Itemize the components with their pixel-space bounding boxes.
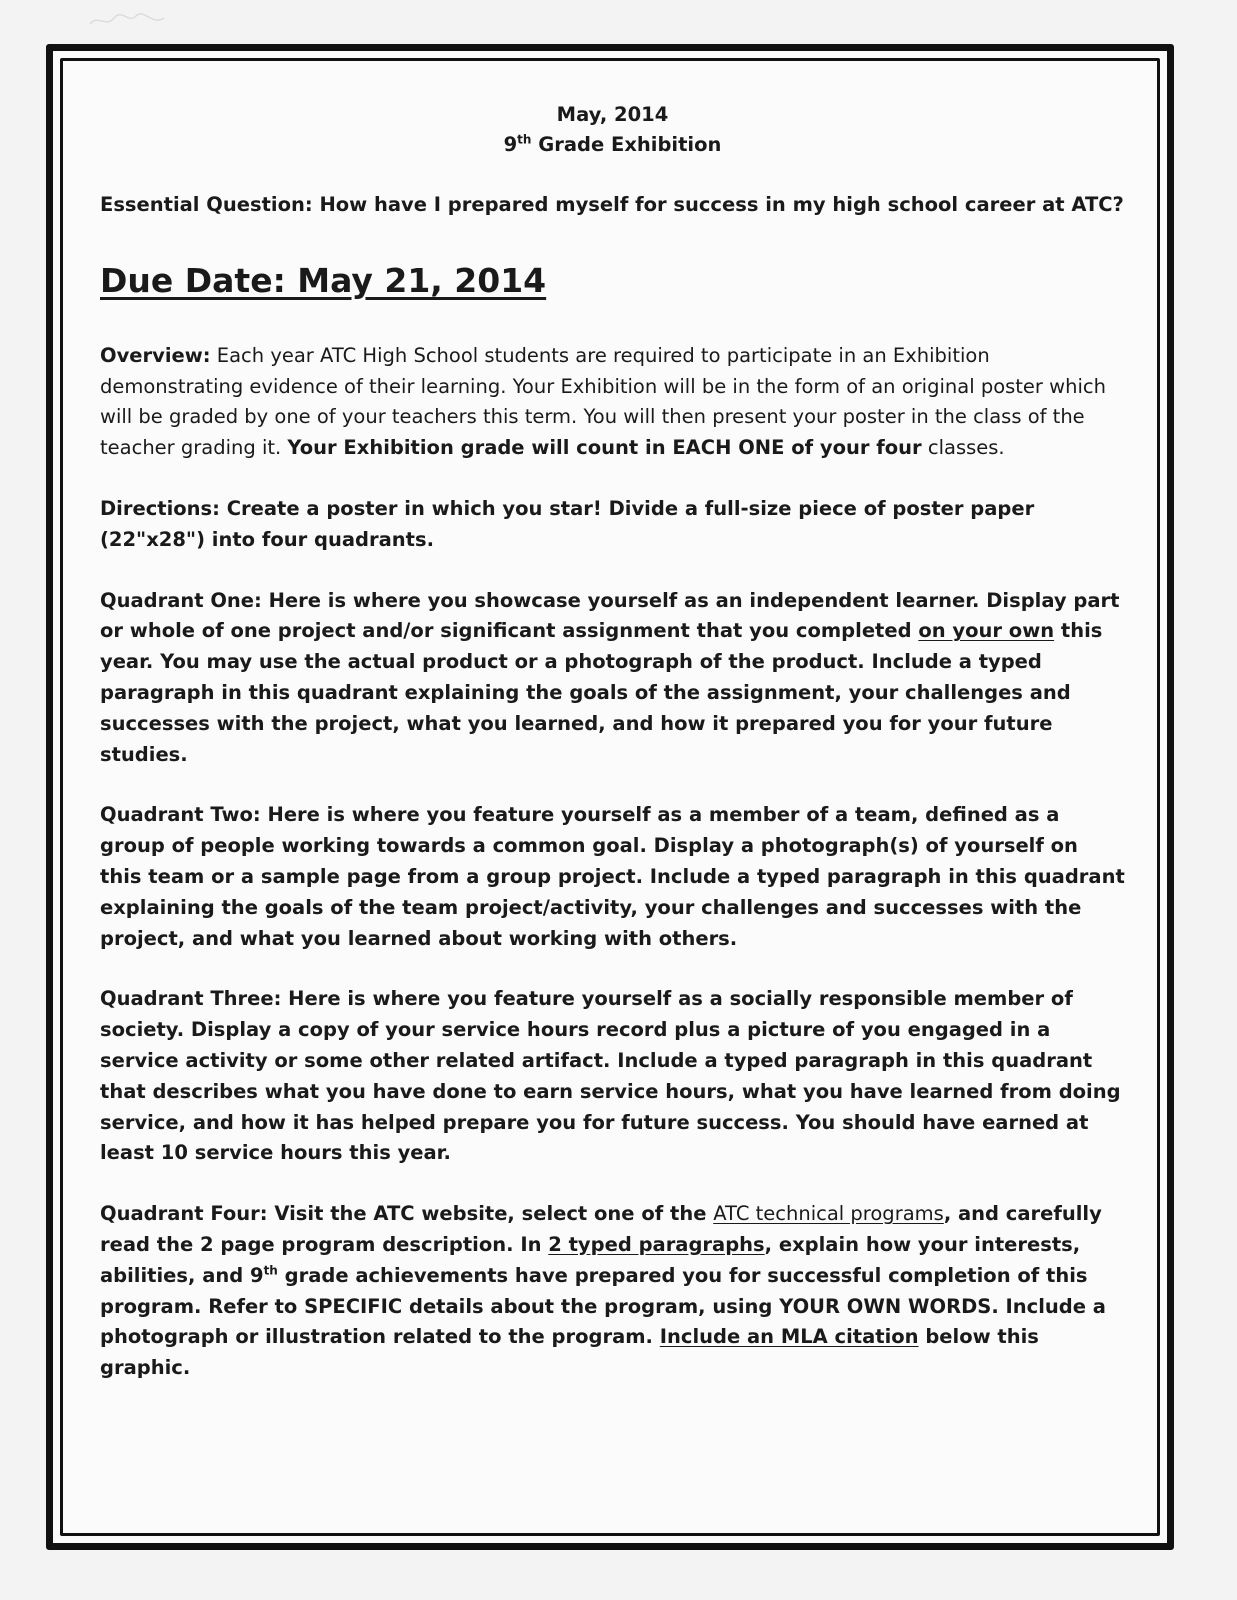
quadrant-four-superscript: th <box>263 1263 278 1278</box>
quadrant-four-text-5: below this graphic. <box>100 1325 1039 1380</box>
quadrant-one-text-2: this year. You may use the actual product or a photograph of the product. Include a typed paragraph in this quadrant explaining the goals of the assignment, your challenges and successes with the project, what you learned, and how it prepared you for your future studies. <box>100 619 1103 766</box>
document-header <box>100 100 1125 160</box>
quadrant-one-paragraph <box>100 586 1125 771</box>
scan-smudge-mark <box>88 10 166 30</box>
atc-technical-programs-link[interactable]: ATC technical programs <box>713 1202 944 1226</box>
header-date: May, 2014 <box>556 103 669 126</box>
overview-paragraph <box>100 341 1125 464</box>
quadrant-four-text-4: grade achievements have prepared you for successful completion of this program. Refer to SPECIFIC details about the program, using YOUR OWN WORDS. Include a photograph or illustration related to the program. <box>100 1263 1106 1349</box>
quadrant-one-text-1: Quadrant One: Here is where you showcase yourself as an independent learner. Display part or whole of one project and/or significant assignment that you completed <box>100 588 1120 643</box>
document-content <box>100 100 1125 1384</box>
grade-superscript: th <box>517 132 532 147</box>
grade-title-rest: Grade Exhibition <box>531 133 722 156</box>
quadrant-four-text-1: Quadrant Four: Visit the ATC website, select one of the <box>100 1202 714 1226</box>
overview-label: Overview: <box>100 343 211 367</box>
overview-bold-text: Your Exhibition grade will count in EACH ONE of your four <box>287 436 922 460</box>
overview-text: Each year ATC High School students are required to participate in an Exhibition demonstrating evidence of their learning. Your Exhibition will be in the form of an original poster which will be graded by one of your teachers this term. You will then present your poster in the class of the teacher grading it. <box>100 343 1106 460</box>
header-title <box>100 130 1125 160</box>
quadrant-four-text-2: , and carefully read the 2 page program description. In <box>100 1202 1102 1256</box>
quadrant-four-underlined-paragraphs: 2 typed paragraphs <box>548 1232 765 1256</box>
grade-number: 9 <box>503 133 518 156</box>
due-date-heading: Due Date: May 21, 2014 <box>100 260 547 300</box>
quadrant-one-underlined: on your own <box>918 619 1055 643</box>
quadrant-four-paragraph <box>100 1199 1125 1384</box>
quadrant-three-paragraph: Quadrant Three: Here is where you feature yourself as a socially responsible member of society. Display a copy of your service hours record plus a picture of you engaged in a service activity or some other related artifact. Include a typed paragraph in this quadrant that describes what you have done to earn service hours, what you have learned from doing service, and how it has helped prepare you for future success. You should have earned at least 10 service hours this year. <box>100 987 1121 1165</box>
directions-paragraph: Directions: Create a poster in which you star! Divide a full-size piece of poster paper (22"x28") into four quadrants. <box>100 496 1035 551</box>
quadrant-four-underlined-citation: Include an MLA citation <box>659 1325 919 1349</box>
essential-question: Essential Question: How have I prepared myself for success in my high school career at ATC? <box>100 193 1124 216</box>
quadrant-four-text-3: , explain how your interests, abilities, and 9 <box>100 1232 1081 1287</box>
quadrant-two-paragraph: Quadrant Two: Here is where you feature yourself as a member of a team, defined as a group of people working towards a common goal. Display a photograph(s) of yourself on this team or a sample page from a group project. Include a typed paragraph in this quadrant explaining the goals of the team project/activity, your challenges and successes with the project, and what you learned about working with others. <box>100 803 1125 950</box>
overview-tail: classes. <box>921 436 1005 460</box>
